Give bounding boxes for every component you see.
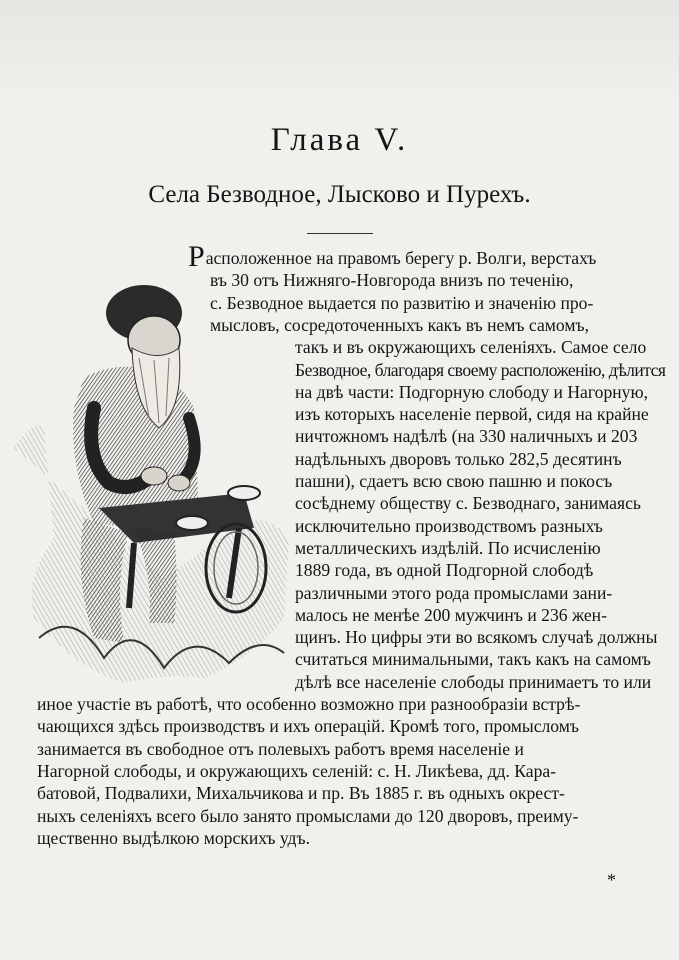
- signature-mark: *: [607, 870, 616, 890]
- text-line: исключительно производствомъ разныхъ: [295, 515, 603, 536]
- text-line: иное участіе въ работѣ, что особенно возможно при разнообразіи встрѣ-: [37, 694, 581, 714]
- text-line: дѣлѣ все населеніе слободы принимаетъ то или: [295, 671, 652, 692]
- chapter-subtitle: Села Безводное, Лысково и Пурехъ.: [148, 181, 531, 208]
- text-line: ныхъ селеніяхъ всего было занято промыслами до 120 дворовъ, преиму-: [37, 805, 579, 826]
- text-line: чающихся здѣсь производствъ и ихъ операцій. Кромѣ того, промысломъ: [37, 716, 579, 737]
- text-line: въ 30 отъ Нижняго-Новгорода внизъ по теченію,: [210, 270, 574, 291]
- chapter-title: Глава V.: [270, 122, 409, 158]
- text-line: мысловъ, сосредоточенныхъ какъ въ немъ самомъ,: [210, 314, 589, 335]
- text-line: надѣльныхъ дворовъ только 282,5 десятинъ: [295, 448, 622, 469]
- section-rule: [307, 233, 373, 234]
- text-line: такъ и въ окружающихъ селеніяхъ. Самое село: [295, 337, 647, 358]
- text-line: щественно выдѣлкою морскихъ удъ.: [37, 827, 310, 848]
- text-line: металлическихъ издѣлій. По исчисленію: [295, 537, 601, 558]
- drop-cap: Р: [188, 240, 205, 273]
- text-line: считаться минимальными, такъ какъ на самомъ: [295, 649, 651, 670]
- craftsman-engraving-icon: [14, 278, 302, 698]
- text-line: изъ которыхъ населеніе первой, сидя на крайне: [295, 404, 649, 425]
- show-through-shadow: [0, 0, 679, 100]
- text-line: сосѣднему обществу с. Безводнаго, занимаясь: [295, 493, 641, 514]
- text-line: занимается въ свободное отъ полевыхъ работъ время населеніе и: [37, 738, 524, 759]
- text-line: с. Безводное выдается по развитію и значенію про-: [210, 292, 594, 313]
- first-line-rest: асположенное на правомъ берегу р. Волги, верстахъ: [205, 248, 597, 268]
- text-line: Безводное, благодаря своему расположенію, дѣлится: [295, 359, 666, 380]
- text-line: малось не менѣе 200 мужчинъ и 236 жен-: [295, 604, 607, 625]
- text-line: щинъ. Но цифры эти во всякомъ случаѣ должны: [295, 627, 658, 648]
- text-line: [188, 240, 666, 273]
- text-line: пашни), сдаетъ всю свою пашню и покосъ: [295, 471, 613, 491]
- text-line: на двѣ части: Подгорную слободу и Нагорную,: [295, 381, 648, 402]
- text-line: 1889 года, въ одной Подгорной слободѣ: [295, 560, 594, 581]
- text-line: различными этого рода промыслами зани-: [295, 582, 613, 603]
- text-line: ничтожномъ надѣлѣ (на 330 наличныхъ и 203: [295, 426, 638, 447]
- text-line: батовой, Подвалихи, Михальчикова и пр. Въ 1885 г. въ одныхъ окрест-: [37, 783, 565, 804]
- text-line: Нагорной слободы, и окружающихъ селеній: с. Н. Ликѣева, дд. Кара-: [37, 760, 557, 781]
